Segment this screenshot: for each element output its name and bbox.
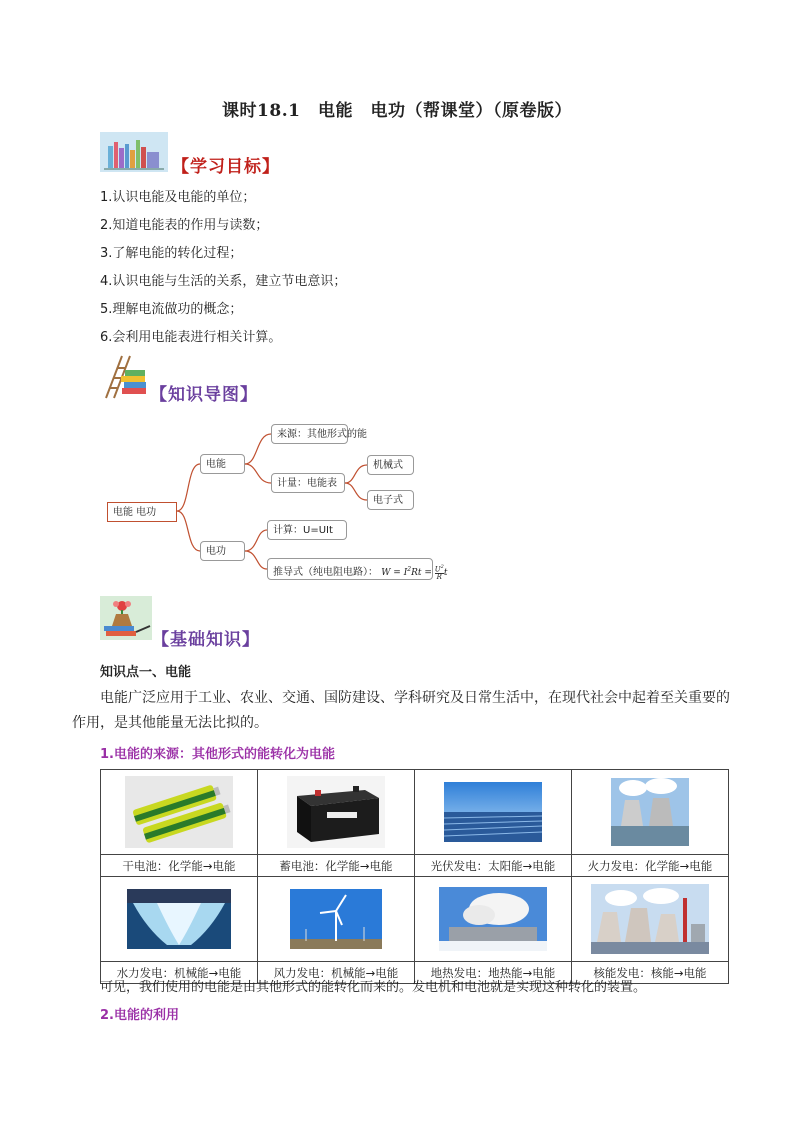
image-cell <box>258 770 415 855</box>
conclusion-text: 可见，我们使用的电能是由其他形式的能转化而来的。发电机和电池就是实现这种转化的装置。 <box>100 980 647 995</box>
objective-item: 2.知道电能表的作用与读数； <box>100 218 269 233</box>
derived-label: 推导式（纯电阻电路）： <box>273 567 378 578</box>
objective-item: 5.理解电流做功的概念； <box>100 302 243 317</box>
image-cell <box>415 770 572 855</box>
page-title: 课时18.1 电能 电功（帮课堂）（原卷版） <box>222 101 572 121</box>
section-title-objectives: 【学习目标】 <box>172 157 280 177</box>
solar-panels-image <box>444 782 542 842</box>
mindmap-node-electronic: 电子式 <box>367 490 414 510</box>
formula <box>381 563 448 582</box>
flower-pot-books-icon <box>100 596 152 640</box>
formula-part: W = I <box>381 568 408 578</box>
caption-cell: 干电池：化学能→电能 <box>101 855 258 877</box>
mindmap-node-source: 来源：其他形式的能 <box>271 424 348 444</box>
image-cell <box>572 770 729 855</box>
caption-cell: 蓄电池：化学能→电能 <box>258 855 415 877</box>
subheading-sources: 1.电能的来源：其他形式的能转化为电能 <box>100 747 335 762</box>
energy-sources-table <box>100 769 729 984</box>
geothermal-power-image <box>439 887 547 951</box>
image-cell <box>101 877 258 962</box>
caption-cell: 水力发电：机械能→电能 <box>101 962 258 984</box>
image-cell <box>101 770 258 855</box>
dry-battery-image <box>125 776 233 848</box>
mindmap-node-work: 电功 <box>200 541 245 561</box>
objective-item: 3.了解电能的转化过程； <box>100 246 243 261</box>
caption-cell: 光伏发电：太阳能→电能 <box>415 855 572 877</box>
caption-cell: 风力发电：机械能→电能 <box>258 962 415 984</box>
mindmap-node-mechanical: 机械式 <box>367 455 414 475</box>
formula-part: Rt = <box>411 568 435 578</box>
knowledge-point-title: 知识点一、电能 <box>100 665 192 680</box>
wind-power-image <box>290 889 382 949</box>
mindmap-node-calc: 计算：U=UIt <box>267 520 347 540</box>
intro-paragraph: 电能广泛应用于工业、农业、交通、国防建设、学科研究及日常生活中，在现代社会中起着至关重要的作用，是其他能量无法比拟的。 <box>72 690 730 731</box>
image-cell <box>572 877 729 962</box>
thermal-power-image <box>611 778 689 846</box>
image-cell <box>415 877 572 962</box>
caption-cell: 地热发电：地热能→电能 <box>415 962 572 984</box>
formula-sup: 2 <box>407 566 412 573</box>
mindmap-node-energy: 电能 <box>200 454 245 474</box>
mindmap-node-meter: 计量：电能表 <box>271 473 345 493</box>
subheading-usage: 2.电能的利用 <box>100 1008 179 1023</box>
nuclear-power-image <box>591 884 709 954</box>
objective-item: 4.认识电能与生活的关系，建立节电意识； <box>100 274 347 289</box>
caption-cell: 火力发电：化学能→电能 <box>572 855 729 877</box>
mindmap-node-derived <box>267 558 448 582</box>
objective-item: 6.会利用电能表进行相关计算。 <box>100 330 282 345</box>
formula-denominator: R <box>436 573 442 582</box>
storage-battery-image <box>287 776 385 848</box>
hydro-power-image <box>127 889 231 949</box>
formula-sup: 2 <box>440 563 444 570</box>
section-title-basics: 【基础知识】 <box>152 630 260 650</box>
mindmap-root-node: 电能 电功 <box>107 502 177 522</box>
formula-fraction <box>435 564 444 581</box>
caption-cell: 核能发电：核能→电能 <box>572 962 729 984</box>
image-cell <box>258 877 415 962</box>
formula-part: t <box>443 568 448 578</box>
objective-item: 1.认识电能及电能的单位； <box>100 190 256 205</box>
formula-numerator: U <box>434 565 441 574</box>
section-title-mindmap: 【知识导图】 <box>150 385 258 405</box>
